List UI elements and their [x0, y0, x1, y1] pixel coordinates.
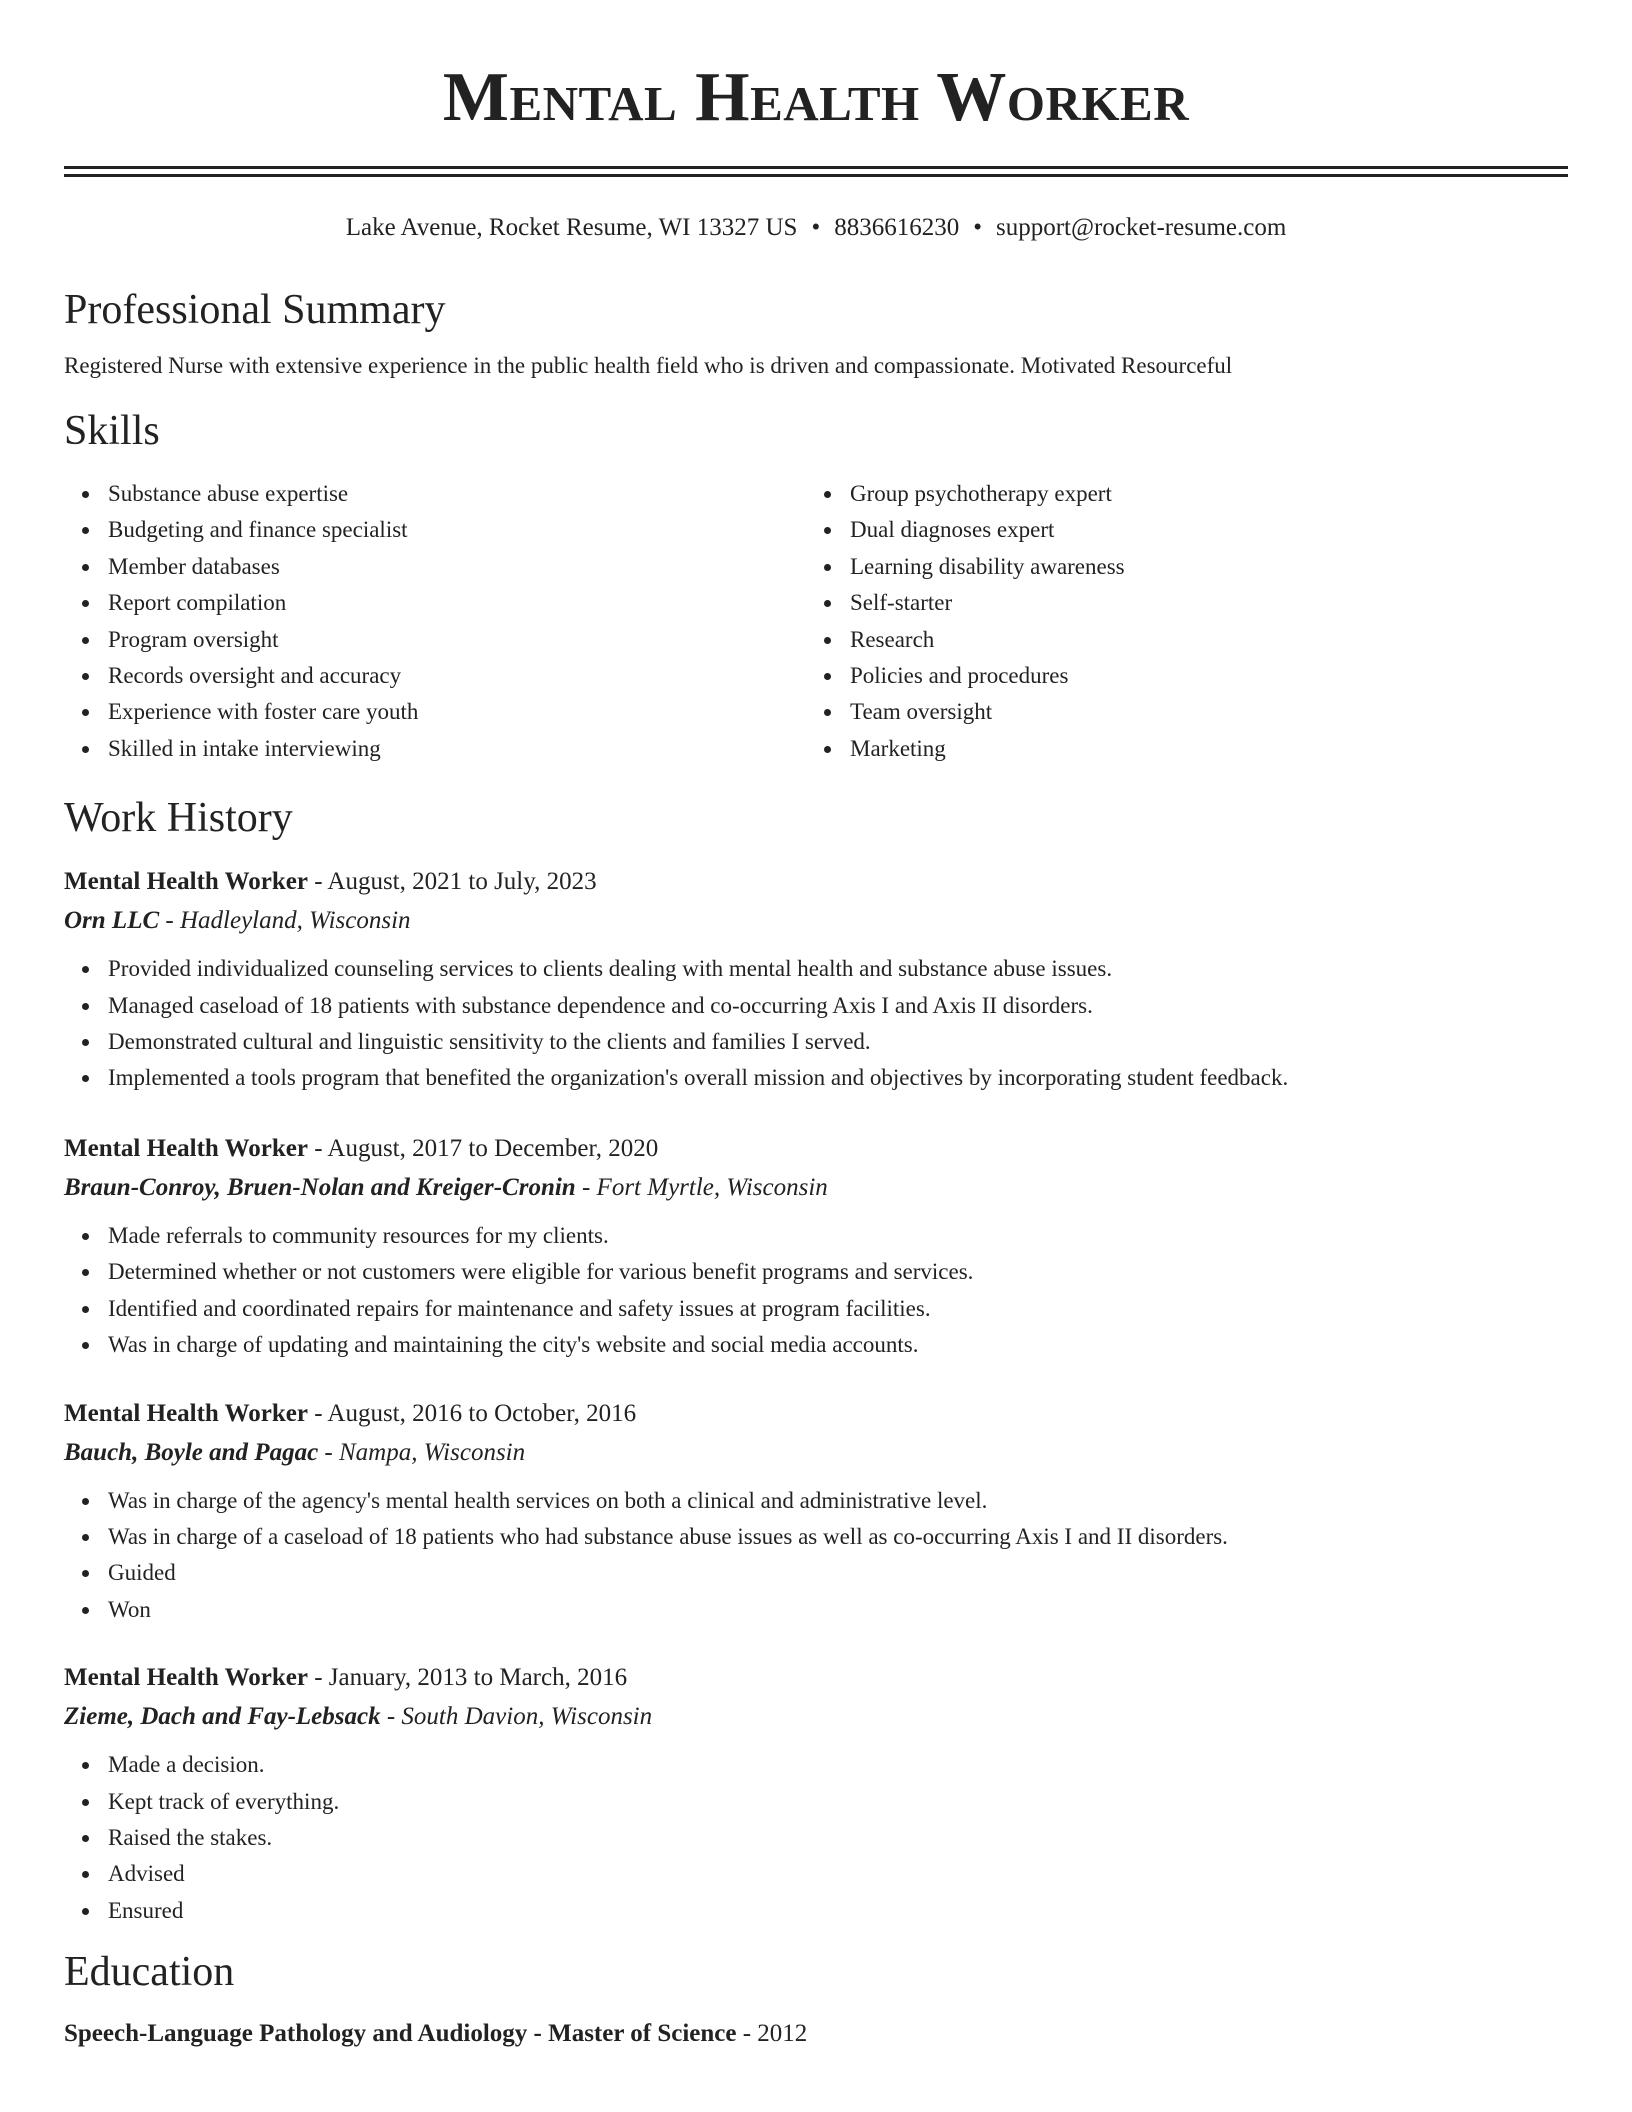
skill-item: Policies and procedures	[850, 658, 1548, 694]
job-bullet: Made a decision.	[108, 1747, 1568, 1783]
job-bullet: Was in charge of the agency's mental health services on both a clinical and administrative level.	[108, 1483, 1568, 1519]
skill-item: Report compilation	[108, 585, 806, 621]
contact-line	[64, 213, 1568, 243]
skill-item: Member databases	[108, 549, 806, 585]
resume-page	[64, 0, 1568, 2051]
contact-address: Lake Avenue, Rocket Resume, WI 13327 US	[345, 214, 798, 241]
job-bullets	[64, 1747, 1568, 1929]
job-title-line	[64, 863, 1568, 901]
job-title-line	[64, 1659, 1568, 1697]
contact-phone: 8836616230	[834, 214, 960, 241]
job-role: Mental Health Worker	[64, 1399, 308, 1427]
job-title-line	[64, 1130, 1568, 1168]
skill-item: Team oversight	[850, 694, 1548, 730]
job-entry	[64, 1395, 1568, 1629]
job-bullet: Managed caseload of 18 patients with substance dependence and co-occurring Axis I and Axis II disorders.	[108, 988, 1568, 1024]
skill-item: Research	[850, 622, 1548, 658]
job-dates: - August, 2016 to October, 2016	[307, 1399, 637, 1427]
job-bullet: Guided	[108, 1555, 1568, 1591]
job-dates: - January, 2013 to March, 2016	[307, 1664, 628, 1692]
job-bullet: Raised the stakes.	[108, 1820, 1568, 1856]
summary-heading: Professional Summary	[64, 287, 446, 333]
job-role: Mental Health Worker	[64, 868, 308, 896]
job-company: Zieme, Dach and Fay-Lebsack	[64, 1703, 381, 1731]
skill-item: Learning disability awareness	[850, 549, 1548, 585]
contact-separator: •	[973, 214, 982, 241]
skill-item: Skilled in intake interviewing	[108, 731, 806, 767]
contact-email: support@rocket-resume.com	[996, 214, 1287, 241]
skill-item: Group psychotherapy expert	[850, 476, 1548, 512]
education-heading: Education	[64, 1949, 235, 1996]
skill-item: Self-starter	[850, 585, 1548, 621]
skill-item: Substance abuse expertise	[108, 476, 806, 512]
header-double-rule	[64, 166, 1568, 177]
job-bullet: Identified and coordinated repairs for maintenance and safety issues at program facilities.	[108, 1291, 1568, 1327]
job-bullets	[64, 951, 1568, 1097]
job-entry	[64, 1130, 1568, 1364]
job-company: Orn LLC	[64, 907, 160, 935]
job-role: Mental Health Worker	[64, 1664, 308, 1692]
job-location: - Hadleyland, Wisconsin	[159, 907, 411, 935]
job-company-line	[64, 1697, 1568, 1737]
job-location: - South Davion, Wisconsin	[380, 1703, 653, 1731]
skill-item: Dual diagnoses expert	[850, 512, 1548, 548]
skills-list	[64, 476, 1568, 767]
job-bullets	[64, 1483, 1568, 1629]
skills-column-right	[806, 476, 1548, 767]
skills-heading: Skills	[64, 408, 160, 454]
education-degree: Speech-Language Pathology and Audiology - Master of Science	[64, 2020, 737, 2048]
job-company: Braun-Conroy, Bruen-Nolan and Kreiger-Cronin	[64, 1173, 576, 1201]
resume-name: Mental Health Worker	[442, 59, 1190, 136]
skill-item: Program oversight	[108, 622, 806, 658]
job-bullet: Demonstrated cultural and linguistic sensitivity to the clients and families I served.	[108, 1024, 1568, 1060]
job-title-line	[64, 1395, 1568, 1433]
job-company-line	[64, 1433, 1568, 1473]
job-bullet: Was in charge of updating and maintaining the city's website and social media accounts.	[108, 1327, 1568, 1363]
job-entry	[64, 1659, 1568, 1929]
job-bullet: Implemented a tools program that benefited the organization's overall mission and objectives by incorporating student feedback.	[108, 1060, 1568, 1096]
summary-text: Registered Nurse with extensive experience in the public health field who is driven and compassionate. Motivated Resourceful	[64, 353, 1233, 378]
education-year: - 2012	[736, 2020, 808, 2048]
job-location: - Nampa, Wisconsin	[318, 1438, 526, 1466]
skill-item: Records oversight and accuracy	[108, 658, 806, 694]
job-bullet: Kept track of everything.	[108, 1784, 1568, 1820]
job-company: Bauch, Boyle and Pagac	[64, 1438, 319, 1466]
job-bullet: Determined whether or not customers were eligible for various benefit programs and services.	[108, 1254, 1568, 1290]
job-dates: - August, 2021 to July, 2023	[307, 868, 597, 896]
work-history-heading: Work History	[64, 795, 293, 842]
job-location: - Fort Myrtle, Wisconsin	[575, 1173, 828, 1201]
skill-item: Experience with foster care youth	[108, 694, 806, 730]
job-bullets	[64, 1218, 1568, 1364]
skills-column-left	[64, 476, 806, 767]
job-role: Mental Health Worker	[64, 1134, 308, 1162]
education-entry	[64, 2017, 1568, 2051]
job-dates: - August, 2017 to December, 2020	[307, 1134, 659, 1162]
skill-item: Budgeting and finance specialist	[108, 512, 806, 548]
skill-item: Marketing	[850, 731, 1548, 767]
job-company-line	[64, 901, 1568, 941]
contact-separator: •	[811, 214, 821, 241]
job-bullet: Made referrals to community resources for my clients.	[108, 1218, 1568, 1254]
job-bullet: Advised	[108, 1856, 1568, 1892]
job-bullet: Won	[108, 1592, 1568, 1628]
job-bullet: Was in charge of a caseload of 18 patients who had substance abuse issues as well as co-occurring Axis I and II disorders.	[108, 1519, 1568, 1555]
job-bullet: Ensured	[108, 1893, 1568, 1929]
job-bullet: Provided individualized counseling services to clients dealing with mental health and substance abuse issues.	[108, 951, 1568, 987]
job-company-line	[64, 1168, 1568, 1208]
job-entry	[64, 863, 1568, 1097]
